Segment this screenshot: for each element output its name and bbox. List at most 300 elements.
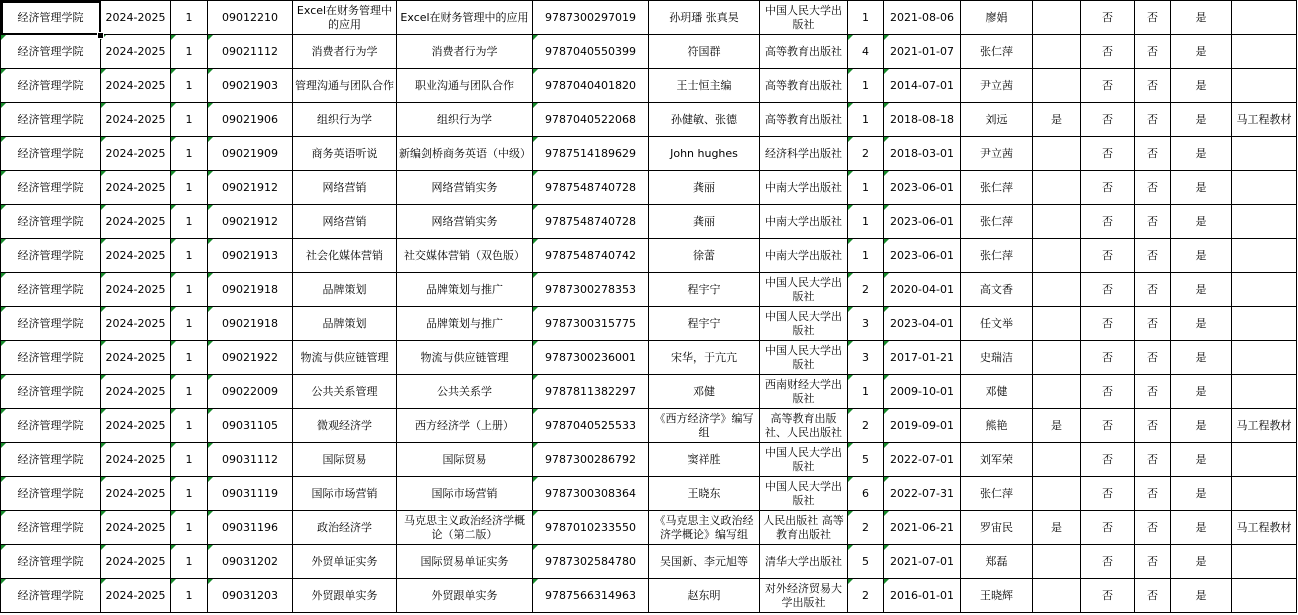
- cell-col15[interactable]: 否: [1135, 1, 1171, 35]
- cell-pub-date[interactable]: 2023-06-01: [884, 239, 961, 273]
- cell-year[interactable]: 2024-2025: [101, 1, 171, 35]
- cell-isbn[interactable]: 9787300278353: [533, 273, 649, 307]
- cell-author[interactable]: 《西方经济学》编写组: [649, 409, 760, 443]
- cell-course-code[interactable]: 09031203: [208, 579, 293, 613]
- cell-isbn[interactable]: 9787548740742: [533, 239, 649, 273]
- cell-term[interactable]: 1: [171, 375, 208, 409]
- cell-year[interactable]: 2024-2025: [101, 443, 171, 477]
- cell-teacher[interactable]: 张仁萍: [961, 205, 1033, 239]
- cell-college[interactable]: 经济管理学院: [1, 341, 101, 375]
- cell-note[interactable]: [1232, 35, 1297, 69]
- cell-term[interactable]: 1: [171, 35, 208, 69]
- cell-col16[interactable]: 是: [1171, 443, 1232, 477]
- cell-col15[interactable]: 否: [1135, 477, 1171, 511]
- cell-author[interactable]: 《马克思主义政治经济学概论》编写组: [649, 511, 760, 545]
- cell-col14[interactable]: 否: [1081, 69, 1135, 103]
- cell-pub-date[interactable]: 2016-01-01: [884, 579, 961, 613]
- cell-course-name[interactable]: 消费者行为学: [293, 35, 397, 69]
- cell-teacher[interactable]: 郑磊: [961, 545, 1033, 579]
- cell-edition[interactable]: 2: [848, 579, 884, 613]
- cell-teacher[interactable]: 廖娟: [961, 1, 1033, 35]
- cell-col15[interactable]: 否: [1135, 579, 1171, 613]
- cell-course-name[interactable]: 外贸跟单实务: [293, 579, 397, 613]
- cell-col16[interactable]: 是: [1171, 171, 1232, 205]
- cell-term[interactable]: 1: [171, 307, 208, 341]
- cell-publisher[interactable]: 高等教育出版社: [760, 69, 848, 103]
- cell-isbn[interactable]: 9787300286792: [533, 443, 649, 477]
- cell-year[interactable]: 2024-2025: [101, 307, 171, 341]
- cell-col13[interactable]: [1033, 443, 1081, 477]
- cell-teacher[interactable]: 刘军荣: [961, 443, 1033, 477]
- cell-col13[interactable]: [1033, 273, 1081, 307]
- cell-col14[interactable]: 否: [1081, 103, 1135, 137]
- cell-author[interactable]: 徐蕾: [649, 239, 760, 273]
- cell-course-code[interactable]: 09022009: [208, 375, 293, 409]
- cell-col16[interactable]: 是: [1171, 409, 1232, 443]
- cell-teacher[interactable]: 邓健: [961, 375, 1033, 409]
- cell-author[interactable]: 赵东明: [649, 579, 760, 613]
- cell-course-name[interactable]: 社会化媒体营销: [293, 239, 397, 273]
- cell-col14[interactable]: 否: [1081, 1, 1135, 35]
- cell-edition[interactable]: 3: [848, 307, 884, 341]
- cell-college[interactable]: 经济管理学院: [1, 137, 101, 171]
- cell-author[interactable]: 宋华，于亢亢: [649, 341, 760, 375]
- cell-course-name[interactable]: 品牌策划: [293, 273, 397, 307]
- cell-note[interactable]: 马工程教材: [1232, 409, 1297, 443]
- cell-author[interactable]: 王晓东: [649, 477, 760, 511]
- cell-col16[interactable]: 是: [1171, 375, 1232, 409]
- cell-course-code[interactable]: 09021906: [208, 103, 293, 137]
- cell-col13[interactable]: 是: [1033, 409, 1081, 443]
- cell-book-title[interactable]: 外贸跟单实务: [397, 579, 533, 613]
- cell-col15[interactable]: 否: [1135, 511, 1171, 545]
- cell-pub-date[interactable]: 2021-06-21: [884, 511, 961, 545]
- cell-note[interactable]: [1232, 443, 1297, 477]
- cell-col13[interactable]: 是: [1033, 103, 1081, 137]
- cell-col14[interactable]: 否: [1081, 137, 1135, 171]
- cell-note[interactable]: [1232, 545, 1297, 579]
- cell-term[interactable]: 1: [171, 1, 208, 35]
- cell-term[interactable]: 1: [171, 273, 208, 307]
- cell-publisher[interactable]: 中国人民大学出版社: [760, 443, 848, 477]
- cell-col16[interactable]: 是: [1171, 579, 1232, 613]
- cell-publisher[interactable]: 中南大学出版社: [760, 205, 848, 239]
- cell-course-name[interactable]: 外贸单证实务: [293, 545, 397, 579]
- cell-course-name[interactable]: 网络营销: [293, 205, 397, 239]
- cell-year[interactable]: 2024-2025: [101, 477, 171, 511]
- cell-book-title[interactable]: 网络营销实务: [397, 205, 533, 239]
- cell-college[interactable]: 经济管理学院: [1, 69, 101, 103]
- cell-course-name[interactable]: 微观经济学: [293, 409, 397, 443]
- cell-isbn[interactable]: 9787811382297: [533, 375, 649, 409]
- cell-course-name[interactable]: 政治经济学: [293, 511, 397, 545]
- cell-col16[interactable]: 是: [1171, 273, 1232, 307]
- cell-edition[interactable]: 2: [848, 137, 884, 171]
- cell-course-code[interactable]: 09021909: [208, 137, 293, 171]
- cell-pub-date[interactable]: 2018-03-01: [884, 137, 961, 171]
- cell-book-title[interactable]: 消费者行为学: [397, 35, 533, 69]
- cell-course-code[interactable]: 09031105: [208, 409, 293, 443]
- cell-pub-date[interactable]: 2023-06-01: [884, 205, 961, 239]
- selection-fill-handle[interactable]: [97, 32, 104, 39]
- cell-course-name[interactable]: 品牌策划: [293, 307, 397, 341]
- cell-note[interactable]: [1232, 137, 1297, 171]
- cell-col16[interactable]: 是: [1171, 239, 1232, 273]
- cell-author[interactable]: 龚丽: [649, 171, 760, 205]
- cell-course-name[interactable]: 国际市场营销: [293, 477, 397, 511]
- cell-col13[interactable]: [1033, 375, 1081, 409]
- cell-book-title[interactable]: Excel在财务管理中的应用: [397, 1, 533, 35]
- cell-col14[interactable]: 否: [1081, 205, 1135, 239]
- cell-course-code[interactable]: 09021903: [208, 69, 293, 103]
- cell-col16[interactable]: 是: [1171, 341, 1232, 375]
- cell-course-code[interactable]: 09021913: [208, 239, 293, 273]
- cell-term[interactable]: 1: [171, 69, 208, 103]
- cell-edition[interactable]: 5: [848, 443, 884, 477]
- cell-term[interactable]: 1: [171, 409, 208, 443]
- cell-edition[interactable]: 1: [848, 239, 884, 273]
- cell-edition[interactable]: 1: [848, 205, 884, 239]
- cell-edition[interactable]: 3: [848, 341, 884, 375]
- cell-pub-date[interactable]: 2017-01-21: [884, 341, 961, 375]
- cell-col13[interactable]: [1033, 307, 1081, 341]
- cell-book-title[interactable]: 公共关系学: [397, 375, 533, 409]
- cell-pub-date[interactable]: 2021-07-01: [884, 545, 961, 579]
- cell-term[interactable]: 1: [171, 579, 208, 613]
- cell-publisher[interactable]: 中国人民大学出版社: [760, 341, 848, 375]
- cell-college[interactable]: 经济管理学院: [1, 1, 101, 35]
- cell-col15[interactable]: 否: [1135, 239, 1171, 273]
- cell-teacher[interactable]: 张仁萍: [961, 239, 1033, 273]
- cell-college[interactable]: 经济管理学院: [1, 545, 101, 579]
- cell-college[interactable]: 经济管理学院: [1, 579, 101, 613]
- cell-author[interactable]: 邓健: [649, 375, 760, 409]
- cell-col15[interactable]: 否: [1135, 35, 1171, 69]
- cell-teacher[interactable]: 张仁萍: [961, 477, 1033, 511]
- cell-course-name[interactable]: 物流与供应链管理: [293, 341, 397, 375]
- cell-college[interactable]: 经济管理学院: [1, 35, 101, 69]
- cell-col14[interactable]: 否: [1081, 341, 1135, 375]
- cell-col15[interactable]: 否: [1135, 103, 1171, 137]
- cell-col16[interactable]: 是: [1171, 35, 1232, 69]
- cell-isbn[interactable]: 9787040550399: [533, 35, 649, 69]
- cell-publisher[interactable]: 中国人民大学出版社: [760, 1, 848, 35]
- cell-isbn[interactable]: 9787300315775: [533, 307, 649, 341]
- cell-isbn[interactable]: 9787514189629: [533, 137, 649, 171]
- cell-col14[interactable]: 否: [1081, 375, 1135, 409]
- cell-year[interactable]: 2024-2025: [101, 545, 171, 579]
- cell-note[interactable]: [1232, 307, 1297, 341]
- cell-author[interactable]: 吴国新、李元旭等: [649, 545, 760, 579]
- cell-author[interactable]: 龚丽: [649, 205, 760, 239]
- cell-book-title[interactable]: 职业沟通与团队合作: [397, 69, 533, 103]
- cell-term[interactable]: 1: [171, 239, 208, 273]
- cell-edition[interactable]: 2: [848, 273, 884, 307]
- cell-teacher[interactable]: 尹立茜: [961, 69, 1033, 103]
- cell-publisher[interactable]: 中国人民大学出版社: [760, 477, 848, 511]
- cell-publisher[interactable]: 清华大学出版社: [760, 545, 848, 579]
- cell-book-title[interactable]: 物流与供应链管理: [397, 341, 533, 375]
- cell-col14[interactable]: 否: [1081, 409, 1135, 443]
- cell-note[interactable]: 马工程教材: [1232, 103, 1297, 137]
- cell-book-title[interactable]: 新编剑桥商务英语（中级）: [397, 137, 533, 171]
- cell-col16[interactable]: 是: [1171, 1, 1232, 35]
- cell-col14[interactable]: 否: [1081, 35, 1135, 69]
- cell-course-code[interactable]: 09031112: [208, 443, 293, 477]
- cell-publisher[interactable]: 高等教育出版社: [760, 35, 848, 69]
- cell-year[interactable]: 2024-2025: [101, 69, 171, 103]
- cell-publisher[interactable]: 中国人民大学出版社: [760, 307, 848, 341]
- cell-isbn[interactable]: 9787300236001: [533, 341, 649, 375]
- cell-term[interactable]: 1: [171, 103, 208, 137]
- cell-college[interactable]: 经济管理学院: [1, 171, 101, 205]
- cell-col13[interactable]: [1033, 35, 1081, 69]
- cell-teacher[interactable]: 张仁萍: [961, 35, 1033, 69]
- cell-course-code[interactable]: 09012210: [208, 1, 293, 35]
- cell-pub-date[interactable]: 2021-08-06: [884, 1, 961, 35]
- cell-college[interactable]: 经济管理学院: [1, 409, 101, 443]
- cell-col15[interactable]: 否: [1135, 341, 1171, 375]
- cell-isbn[interactable]: 9787548740728: [533, 171, 649, 205]
- cell-col15[interactable]: 否: [1135, 137, 1171, 171]
- cell-col13[interactable]: [1033, 341, 1081, 375]
- cell-note[interactable]: [1232, 477, 1297, 511]
- cell-college[interactable]: 经济管理学院: [1, 443, 101, 477]
- cell-author[interactable]: 程宇宁: [649, 273, 760, 307]
- cell-course-code[interactable]: 09021912: [208, 171, 293, 205]
- cell-author[interactable]: 王士恒主编: [649, 69, 760, 103]
- cell-pub-date[interactable]: 2022-07-31: [884, 477, 961, 511]
- cell-author[interactable]: 符国群: [649, 35, 760, 69]
- cell-col16[interactable]: 是: [1171, 307, 1232, 341]
- cell-note[interactable]: [1232, 69, 1297, 103]
- cell-pub-date[interactable]: 2023-04-01: [884, 307, 961, 341]
- cell-edition[interactable]: 2: [848, 511, 884, 545]
- cell-book-title[interactable]: 国际贸易单证实务: [397, 545, 533, 579]
- cell-publisher[interactable]: 高等教育出版社: [760, 103, 848, 137]
- cell-teacher[interactable]: 尹立茜: [961, 137, 1033, 171]
- cell-book-title[interactable]: 品牌策划与推广: [397, 307, 533, 341]
- cell-col13[interactable]: 是: [1033, 511, 1081, 545]
- cell-isbn[interactable]: 9787010233550: [533, 511, 649, 545]
- cell-note[interactable]: [1232, 1, 1297, 35]
- cell-edition[interactable]: 4: [848, 35, 884, 69]
- cell-pub-date[interactable]: 2022-07-01: [884, 443, 961, 477]
- cell-college[interactable]: 经济管理学院: [1, 239, 101, 273]
- cell-term[interactable]: 1: [171, 511, 208, 545]
- cell-book-title[interactable]: 组织行为学: [397, 103, 533, 137]
- cell-term[interactable]: 1: [171, 171, 208, 205]
- cell-edition[interactable]: 2: [848, 409, 884, 443]
- cell-course-code[interactable]: 09021912: [208, 205, 293, 239]
- cell-pub-date[interactable]: 2014-07-01: [884, 69, 961, 103]
- cell-teacher[interactable]: 张仁萍: [961, 171, 1033, 205]
- cell-col14[interactable]: 否: [1081, 443, 1135, 477]
- cell-teacher[interactable]: 史瑞洁: [961, 341, 1033, 375]
- cell-note[interactable]: [1232, 239, 1297, 273]
- cell-col14[interactable]: 否: [1081, 171, 1135, 205]
- cell-isbn[interactable]: 9787548740728: [533, 205, 649, 239]
- cell-book-title[interactable]: 品牌策划与推广: [397, 273, 533, 307]
- cell-course-code[interactable]: 09021922: [208, 341, 293, 375]
- cell-col14[interactable]: 否: [1081, 545, 1135, 579]
- cell-col14[interactable]: 否: [1081, 307, 1135, 341]
- cell-course-code[interactable]: 09021918: [208, 307, 293, 341]
- cell-publisher[interactable]: 人民出版社 高等教育出版社: [760, 511, 848, 545]
- cell-teacher[interactable]: 任文举: [961, 307, 1033, 341]
- cell-year[interactable]: 2024-2025: [101, 35, 171, 69]
- cell-note[interactable]: [1232, 341, 1297, 375]
- cell-course-name[interactable]: Excel在财务管理中的应用: [293, 1, 397, 35]
- cell-col15[interactable]: 否: [1135, 443, 1171, 477]
- cell-book-title[interactable]: 马克思主义政治经济学概论（第二版）: [397, 511, 533, 545]
- cell-course-code[interactable]: 09031119: [208, 477, 293, 511]
- cell-note[interactable]: [1232, 273, 1297, 307]
- cell-col15[interactable]: 否: [1135, 205, 1171, 239]
- cell-col14[interactable]: 否: [1081, 239, 1135, 273]
- cell-term[interactable]: 1: [171, 205, 208, 239]
- cell-book-title[interactable]: 网络营销实务: [397, 171, 533, 205]
- cell-col13[interactable]: [1033, 205, 1081, 239]
- cell-edition[interactable]: 1: [848, 375, 884, 409]
- cell-isbn[interactable]: 9787566314963: [533, 579, 649, 613]
- cell-term[interactable]: 1: [171, 137, 208, 171]
- cell-col15[interactable]: 否: [1135, 171, 1171, 205]
- cell-pub-date[interactable]: 2021-01-07: [884, 35, 961, 69]
- cell-course-name[interactable]: 公共关系管理: [293, 375, 397, 409]
- cell-isbn[interactable]: 9787040522068: [533, 103, 649, 137]
- cell-col16[interactable]: 是: [1171, 103, 1232, 137]
- cell-col13[interactable]: [1033, 171, 1081, 205]
- cell-col14[interactable]: 否: [1081, 579, 1135, 613]
- cell-college[interactable]: 经济管理学院: [1, 273, 101, 307]
- cell-pub-date[interactable]: 2019-09-01: [884, 409, 961, 443]
- cell-year[interactable]: 2024-2025: [101, 137, 171, 171]
- cell-col13[interactable]: [1033, 1, 1081, 35]
- cell-edition[interactable]: 1: [848, 103, 884, 137]
- cell-col15[interactable]: 否: [1135, 307, 1171, 341]
- cell-col15[interactable]: 否: [1135, 273, 1171, 307]
- cell-college[interactable]: 经济管理学院: [1, 375, 101, 409]
- cell-publisher[interactable]: 经济科学出版社: [760, 137, 848, 171]
- cell-pub-date[interactable]: 2020-04-01: [884, 273, 961, 307]
- cell-col16[interactable]: 是: [1171, 137, 1232, 171]
- cell-pub-date[interactable]: 2009-10-01: [884, 375, 961, 409]
- cell-author[interactable]: 窦祥胜: [649, 443, 760, 477]
- cell-year[interactable]: 2024-2025: [101, 239, 171, 273]
- cell-year[interactable]: 2024-2025: [101, 579, 171, 613]
- cell-note[interactable]: 马工程教材: [1232, 511, 1297, 545]
- cell-year[interactable]: 2024-2025: [101, 511, 171, 545]
- cell-col16[interactable]: 是: [1171, 477, 1232, 511]
- cell-col15[interactable]: 否: [1135, 545, 1171, 579]
- cell-course-code[interactable]: 09021918: [208, 273, 293, 307]
- cell-edition[interactable]: 5: [848, 545, 884, 579]
- cell-teacher[interactable]: 高文香: [961, 273, 1033, 307]
- cell-publisher[interactable]: 对外经济贸易大学出版社: [760, 579, 848, 613]
- cell-author[interactable]: 程宇宁: [649, 307, 760, 341]
- cell-author[interactable]: John hughes: [649, 137, 760, 171]
- cell-col16[interactable]: 是: [1171, 69, 1232, 103]
- cell-col15[interactable]: 否: [1135, 69, 1171, 103]
- cell-year[interactable]: 2024-2025: [101, 205, 171, 239]
- cell-course-name[interactable]: 组织行为学: [293, 103, 397, 137]
- cell-term[interactable]: 1: [171, 443, 208, 477]
- cell-pub-date[interactable]: 2018-08-18: [884, 103, 961, 137]
- cell-note[interactable]: [1232, 375, 1297, 409]
- cell-isbn[interactable]: 9787040525533: [533, 409, 649, 443]
- cell-isbn[interactable]: 9787302584780: [533, 545, 649, 579]
- cell-col14[interactable]: 否: [1081, 477, 1135, 511]
- cell-note[interactable]: [1232, 579, 1297, 613]
- cell-publisher[interactable]: 中国人民大学出版社: [760, 273, 848, 307]
- cell-author[interactable]: 孙玥璠 张真昊: [649, 1, 760, 35]
- cell-college[interactable]: 经济管理学院: [1, 477, 101, 511]
- cell-col13[interactable]: [1033, 137, 1081, 171]
- cell-author[interactable]: 孙健敏、张德: [649, 103, 760, 137]
- cell-edition[interactable]: 1: [848, 171, 884, 205]
- cell-course-code[interactable]: 09031202: [208, 545, 293, 579]
- cell-course-name[interactable]: 国际贸易: [293, 443, 397, 477]
- cell-teacher[interactable]: 熊艳: [961, 409, 1033, 443]
- cell-edition[interactable]: 6: [848, 477, 884, 511]
- cell-col13[interactable]: [1033, 579, 1081, 613]
- cell-term[interactable]: 1: [171, 545, 208, 579]
- cell-term[interactable]: 1: [171, 341, 208, 375]
- cell-year[interactable]: 2024-2025: [101, 375, 171, 409]
- cell-isbn[interactable]: 9787300308364: [533, 477, 649, 511]
- cell-year[interactable]: 2024-2025: [101, 103, 171, 137]
- cell-course-name[interactable]: 商务英语听说: [293, 137, 397, 171]
- cell-edition[interactable]: 1: [848, 69, 884, 103]
- cell-year[interactable]: 2024-2025: [101, 171, 171, 205]
- cell-book-title[interactable]: 国际贸易: [397, 443, 533, 477]
- cell-teacher[interactable]: 王晓辉: [961, 579, 1033, 613]
- cell-term[interactable]: 1: [171, 477, 208, 511]
- cell-col16[interactable]: 是: [1171, 205, 1232, 239]
- cell-col13[interactable]: [1033, 545, 1081, 579]
- cell-college[interactable]: 经济管理学院: [1, 511, 101, 545]
- cell-col15[interactable]: 否: [1135, 409, 1171, 443]
- cell-publisher[interactable]: 西南财经大学出版社: [760, 375, 848, 409]
- cell-book-title[interactable]: 西方经济学（上册）: [397, 409, 533, 443]
- cell-college[interactable]: 经济管理学院: [1, 103, 101, 137]
- cell-col14[interactable]: 否: [1081, 511, 1135, 545]
- cell-book-title[interactable]: 社交媒体营销（双色版）: [397, 239, 533, 273]
- cell-teacher[interactable]: 罗宙民: [961, 511, 1033, 545]
- cell-col13[interactable]: [1033, 477, 1081, 511]
- cell-course-code[interactable]: 09031196: [208, 511, 293, 545]
- cell-book-title[interactable]: 国际市场营销: [397, 477, 533, 511]
- cell-note[interactable]: [1232, 171, 1297, 205]
- cell-course-name[interactable]: 管理沟通与团队合作: [293, 69, 397, 103]
- cell-year[interactable]: 2024-2025: [101, 273, 171, 307]
- cell-col13[interactable]: [1033, 239, 1081, 273]
- cell-col15[interactable]: 否: [1135, 375, 1171, 409]
- cell-college[interactable]: 经济管理学院: [1, 307, 101, 341]
- cell-publisher[interactable]: 高等教育出版社、人民出版社: [760, 409, 848, 443]
- cell-publisher[interactable]: 中南大学出版社: [760, 171, 848, 205]
- cell-col14[interactable]: 否: [1081, 273, 1135, 307]
- cell-col16[interactable]: 是: [1171, 511, 1232, 545]
- cell-college[interactable]: 经济管理学院: [1, 205, 101, 239]
- cell-edition[interactable]: 1: [848, 1, 884, 35]
- cell-year[interactable]: 2024-2025: [101, 341, 171, 375]
- cell-col16[interactable]: 是: [1171, 545, 1232, 579]
- cell-course-code[interactable]: 09021112: [208, 35, 293, 69]
- cell-year[interactable]: 2024-2025: [101, 409, 171, 443]
- cell-isbn[interactable]: 9787040401820: [533, 69, 649, 103]
